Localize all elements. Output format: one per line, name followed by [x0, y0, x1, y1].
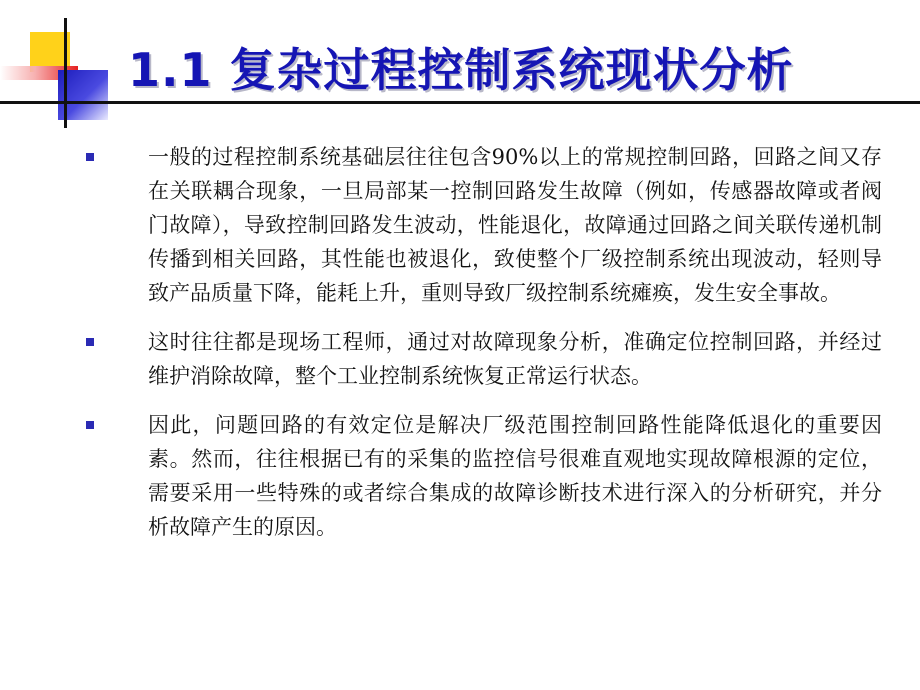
bullet-item	[82, 325, 882, 393]
bullet-text: 因此，问题回路的有效定位是解决厂级范围控制回路性能降低退化的重要因素。然而，往往根据已有的采集的监控信号很难直观地实现故障根源的定位，需要采用一些特殊的或者综合集成的故障诊断技术进行深入的分析研究，并分析故障产生的原因。	[148, 413, 882, 539]
bullet-item	[82, 408, 882, 544]
bullet-text: 这时往往都是现场工程师，通过对故障现象分析，准确定位控制回路，并经过维护消除故障，整个工业控制系统恢复正常运行状态。	[148, 330, 882, 388]
decor-vertical-line	[64, 18, 67, 128]
title-underline	[0, 101, 920, 104]
square-bullet-icon	[86, 153, 94, 161]
slide-title: 1.1 复杂过程控制系统现状分析	[128, 43, 794, 97]
square-bullet-icon	[86, 338, 94, 346]
bullet-text: 一般的过程控制系统基础层往往包含90%以上的常规控制回路，回路之间又存在关联耦合现象，一旦局部某一控制回路发生故障（例如，传感器故障或者阀门故障），导致控制回路发生波动，性能退化，故障通过回路之间关联传递机制传播到相关回路，其性能也被退化，致使整个厂级控制系统出现波动，轻则导致产品质量下降，能耗上升，重则导致厂级控制系统瘫痪，发生安全事故。	[148, 145, 882, 305]
bullet-item	[82, 140, 882, 310]
bullet-list	[82, 140, 882, 559]
square-bullet-icon	[86, 421, 94, 429]
